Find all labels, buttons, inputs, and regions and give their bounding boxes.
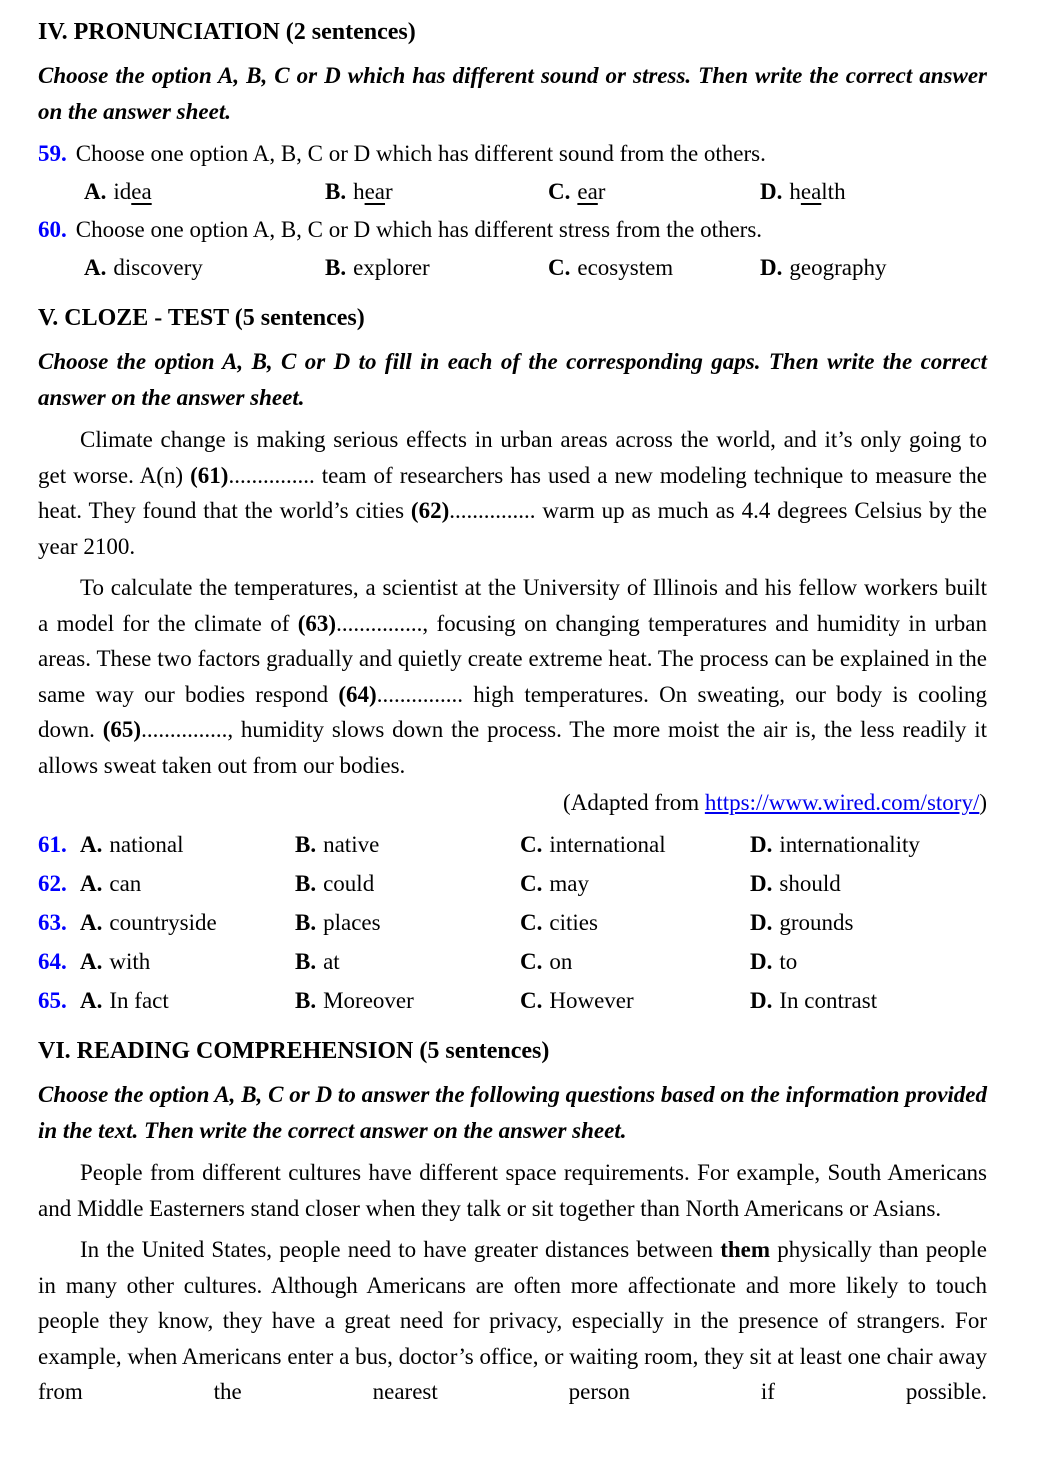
- option-word: hear: [353, 179, 393, 204]
- cloze-option-row-65: [38, 983, 987, 1019]
- option-d: [760, 250, 987, 286]
- section-heading-cloze: V. CLOZE - TEST (5 sentences): [38, 305, 365, 331]
- question-number: 63.: [38, 910, 67, 935]
- option-word: geography: [789, 255, 887, 280]
- option-letter: C.: [548, 255, 571, 280]
- cloze-option-row-64: [38, 944, 987, 980]
- option-a: A. In fact: [80, 988, 169, 1013]
- option-c: [548, 174, 760, 210]
- option-b: B. native: [295, 832, 380, 857]
- option-word: ear: [577, 179, 606, 204]
- question-number: 61.: [38, 832, 67, 857]
- option-b: [325, 174, 548, 210]
- option-c: [548, 250, 760, 286]
- question-number: 60.: [38, 217, 67, 242]
- option-letter: C.: [548, 179, 571, 204]
- cloze-option-row-61: [38, 827, 987, 863]
- option-c: C. cities: [520, 910, 598, 935]
- reading-paragraph-2: In the United States, people need to have greater distances between them physically than people in many other cultures. Although Americans are often more affectionate and more likely to touch people they know, they have a great need for privacy, especially in the presence of strangers. For example, when Americans enter a bus, doctor’s office, or waiting room, they sit at least one chair away from the nearest person if possible.: [38, 1237, 987, 1404]
- underlined-letters: ea: [800, 179, 822, 204]
- question-60: [38, 212, 987, 248]
- source-attribution: (Adapted from https://www.wired.com/story/): [563, 790, 987, 815]
- option-d: [760, 174, 987, 210]
- instructions-cloze: Choose the option A, B, C or D to fill in each of the corresponding gaps. Then write the correct answer on the answer sheet.: [38, 349, 987, 410]
- option-d: D. to: [750, 949, 798, 974]
- option-word: discovery: [113, 255, 203, 280]
- option-a: A. with: [80, 949, 151, 974]
- reading-paragraph-1: People from different cultures have different space requirements. For example, South Americans and Middle Easterners stand closer when they talk or sit together than North Americans or Asians.: [38, 1160, 987, 1221]
- question-59: [38, 136, 987, 172]
- question-text: Choose one option A, B, C or D which has different sound from the others.: [75, 141, 766, 166]
- option-letter: A.: [84, 179, 107, 204]
- option-word: health: [789, 179, 846, 204]
- option-a: A. national: [80, 832, 184, 857]
- option-a: A. countryside: [80, 910, 217, 935]
- option-c: C. may: [520, 871, 589, 896]
- underlined-letters: ea: [577, 179, 598, 204]
- option-b: B. at: [295, 949, 340, 974]
- option-a: [84, 250, 325, 286]
- option-d: D. grounds: [750, 910, 854, 935]
- option-c: C. However: [520, 988, 634, 1013]
- source-link[interactable]: https://www.wired.com/story/: [704, 790, 980, 815]
- option-b: [325, 250, 548, 286]
- option-a: A. can: [80, 871, 142, 896]
- cloze-paragraph-2: To calculate the temperatures, a scientist at the University of Illinois and his fellow workers built a model for the climate of (63)..............., focusing on changing temperatures and humidity in urban areas. These two factors gradually and quietly create extreme heat. The process can be explained in the same way our bodies respond (64)............... high temperatures. On sweating, our body is cooling down. (65)..............., humidity slows down the process. The more moist the air is, the less readily it allows sweat taken out from our bodies.: [38, 575, 987, 778]
- cloze-paragraph-1: Climate change is making serious effects in urban areas across the world, and it’s only going to get worse. A(n) (61)............... team of researchers has used a new modeling technique to measure the heat. They found that the world’s cities (62)............... warm up as much as 4.4 degrees Celsius by the year 2100.: [38, 427, 988, 559]
- cloze-options-block: [38, 827, 987, 1019]
- question-text: Choose one option A, B, C or D which has different stress from the others.: [75, 217, 763, 242]
- option-letter: D.: [760, 255, 783, 280]
- option-b: B. places: [295, 910, 381, 935]
- section-reading: [38, 1033, 987, 1410]
- underlined-letters: ea: [131, 179, 152, 204]
- section-cloze: [38, 300, 987, 1019]
- option-letter: A.: [84, 255, 107, 280]
- section-heading-reading: VI. READING COMPREHENSION (5 sentences): [38, 1038, 550, 1064]
- options-row-60: [84, 250, 987, 286]
- option-b: B. Moreover: [295, 988, 414, 1013]
- option-c: C. international: [520, 832, 666, 857]
- underlined-letters: ea: [364, 179, 386, 204]
- option-letter: B.: [325, 179, 347, 204]
- option-letter: B.: [325, 255, 347, 280]
- option-word: ecosystem: [577, 255, 674, 280]
- option-d: D. internationality: [750, 832, 920, 857]
- instructions-reading: Choose the option A, B, C or D to answer the following questions based on the information provided in the text. Then write the correct answer on the answer sheet.: [38, 1082, 987, 1143]
- option-word: idea: [113, 179, 152, 204]
- option-d: D. should: [750, 871, 841, 896]
- option-d: D. In contrast: [750, 988, 878, 1013]
- option-letter: D.: [760, 179, 783, 204]
- question-number: 62.: [38, 871, 67, 896]
- option-b: B. could: [295, 871, 375, 896]
- question-number: 65.: [38, 988, 67, 1013]
- cloze-option-row-62: [38, 866, 987, 902]
- options-row-59: [84, 174, 987, 210]
- option-c: C. on: [520, 949, 573, 974]
- section-pronunciation: [38, 14, 987, 286]
- instructions-pronunciation: Choose the option A, B, C or D which has different sound or stress. Then write the correct answer on the answer sheet.: [38, 63, 987, 124]
- cloze-option-row-63: [38, 905, 987, 941]
- section-heading-pronunciation: IV. PRONUNCIATION (2 sentences): [38, 19, 416, 45]
- option-word: explorer: [353, 255, 430, 280]
- question-number: 59.: [38, 141, 67, 166]
- question-number: 64.: [38, 949, 67, 974]
- option-a: [84, 174, 325, 210]
